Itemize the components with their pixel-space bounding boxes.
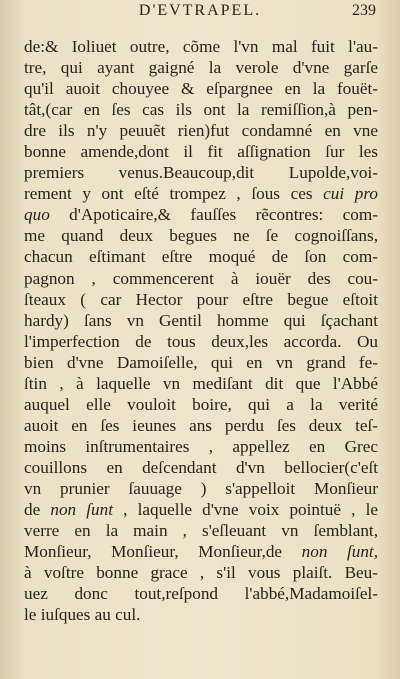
text-line <box>24 541 378 562</box>
text-line <box>24 120 378 141</box>
page-header <box>0 2 400 24</box>
text-segment: moins inſtrumentaires , appellez en Grec <box>24 436 378 456</box>
text-segment: hardy) ſans vn Gentil homme qui ſçachant <box>24 310 378 330</box>
text-segment: tre, qui ayant gaigné la verole d'vne garſe <box>24 58 378 78</box>
text-segment: vn prunier ſauuage ) s'appelloit Monſieur <box>24 478 378 498</box>
text-line <box>24 604 378 625</box>
text-line <box>24 310 378 331</box>
text-line <box>24 289 378 310</box>
text-segment: de <box>24 500 51 520</box>
text-segment: à voſtre bonne grace , s'il vous plaiſt. Beu- <box>24 563 378 583</box>
text-segment: verre en la main , s'eſleuant vn ſemblant, <box>24 521 378 541</box>
text-segment: l'imperfection de tous deux,les accorda. Ou <box>24 331 378 351</box>
text-line <box>24 499 378 520</box>
body-text <box>24 36 378 625</box>
running-head: D'EVTRAPEL. <box>138 2 262 19</box>
page-number: 239 <box>352 2 376 19</box>
text-segment: qu'il auoit chouyee & eſpargnee en la fouët- <box>24 79 378 99</box>
text-line <box>24 162 378 183</box>
text-line <box>24 204 378 225</box>
text-segment: auquel elle vouloit boire, qui a la verité <box>24 394 378 414</box>
italic-text: cui pro <box>323 184 378 204</box>
italic-text: quo <box>24 205 50 225</box>
text-segment: tât,(car en ſes cas ils ont la remiſſion,à pen- <box>24 100 378 120</box>
text-line <box>24 436 378 457</box>
text-line <box>24 394 378 415</box>
text-segment: rement y ont eſté trompez , ſous ces <box>24 184 324 204</box>
text-line <box>24 99 378 120</box>
text-line <box>24 78 378 99</box>
text-segment: Monſieur, Monſieur, Monſieur,de <box>24 542 302 562</box>
text-segment: d'Apoticaire,& fauſſes rẽcontres: com- <box>49 205 378 225</box>
text-line <box>24 583 378 604</box>
text-line <box>24 415 378 436</box>
text-segment: auoit en ſes ieunes ans perdu ſes deux teſ- <box>24 415 378 435</box>
italic-text: non ſunt, <box>301 542 378 562</box>
text-segment: dre ils n'y peuuẽt rien)fut condamné en vne <box>24 121 378 141</box>
text-segment: premiers venus.Beaucoup,dit Lupolde,voi- <box>24 163 378 183</box>
text-line <box>24 36 378 57</box>
italic-text: non ſunt <box>50 500 114 520</box>
text-segment: , laquelle d'vne voix pointuë , le <box>113 500 378 520</box>
text-line <box>24 268 378 289</box>
text-line <box>24 331 378 352</box>
text-line <box>24 183 378 204</box>
text-segment: chacun eſtimant eſtre moqué de ſon com- <box>24 247 378 267</box>
text-segment: le iuſques au cul. <box>24 605 141 625</box>
text-line <box>24 520 378 541</box>
text-segment: bien d'vne Damoiſelle, qui en vn grand fe- <box>24 352 378 372</box>
text-line <box>24 352 378 373</box>
text-line <box>24 246 378 267</box>
text-line <box>24 141 378 162</box>
text-line <box>24 478 378 499</box>
text-segment: bonne amende,dont il fit aſſignation ſur les <box>24 142 378 162</box>
text-segment: ſteaux ( car Hector pour eſtre begue eſtoit <box>24 289 378 309</box>
text-segment: me quand deux begues ne ſe cognoiſſans, <box>24 226 378 246</box>
text-segment: ſtin , à laquelle vn mediſant dit que l'Abbé <box>24 373 378 393</box>
text-line <box>24 562 378 583</box>
text-line <box>24 373 378 394</box>
text-line <box>24 225 378 246</box>
text-segment: uez donc tout,reſpond l'abbé,Madamoiſel- <box>24 584 378 604</box>
text-line <box>24 57 378 78</box>
text-line <box>24 457 378 478</box>
text-segment: couillons en deſcendant d'vn bellocier(c'eſt <box>24 457 378 477</box>
text-segment: pagnon , commencerent à iouër des cou- <box>24 268 378 288</box>
text-segment: de:& Ioliuet outre, cõme l'vn mal fuit l'au- <box>24 37 378 56</box>
